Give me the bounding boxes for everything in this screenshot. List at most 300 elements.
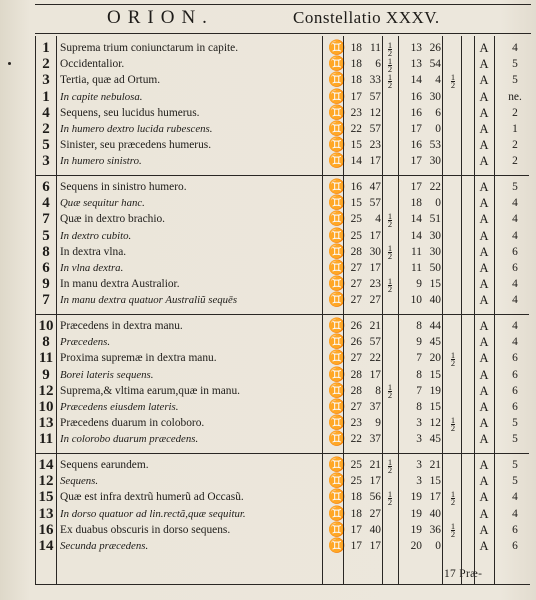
zodiac-sign-icon: ♊ (328, 383, 346, 399)
zodiac-sign-icon: ♊ (328, 196, 346, 212)
magnitude: 2 (512, 139, 518, 152)
zodiac-sign-icon: ♊ (328, 228, 346, 244)
longitude-degrees: 14 (350, 155, 362, 168)
longitude-degrees: 18 (350, 491, 362, 504)
latitude-degrees: 10 (410, 294, 422, 307)
star-description: Proxima supremæ in dextra manu. (60, 352, 217, 365)
magnitude: 4 (512, 507, 518, 520)
latitude-direction: A (479, 506, 489, 521)
latitude-minutes: 54 (429, 58, 441, 71)
longitude-degrees: 18 (350, 74, 362, 87)
longitude-minutes: 56 (369, 491, 381, 504)
latitude-direction: A (479, 474, 489, 489)
longitude-degrees: 27 (350, 278, 362, 291)
longitude-degrees: 26 (350, 320, 362, 332)
table-row (0, 334, 536, 351)
star-description: Præcedens in dextra manu. (60, 320, 183, 332)
magnitude: 5 (512, 459, 518, 471)
latitude-minutes: 19 (429, 384, 441, 397)
longitude-minutes: 47 (369, 181, 381, 193)
latitude-direction: A (479, 335, 489, 350)
latitude-minutes: 44 (429, 320, 441, 332)
zodiac-sign-icon: ♊ (328, 244, 346, 260)
magnitude: 4 (512, 491, 518, 504)
star-description: Borei lateris sequens. (60, 368, 154, 381)
zodiac-sign-icon: ♊ (328, 154, 346, 170)
longitude-minutes: 4 (375, 213, 381, 226)
longitude-degrees: 28 (350, 368, 362, 381)
star-description: In humero dextro lucida rubescens. (60, 123, 213, 135)
latitude-direction: A (479, 122, 489, 136)
zodiac-sign-icon: ♊ (328, 41, 346, 56)
zodiac-sign-icon: ♊ (328, 458, 346, 473)
longitude-minutes: 21 (369, 320, 381, 332)
star-number: 11 (38, 350, 54, 367)
star-description: In colorobo duarum præcedens. (60, 433, 199, 446)
latitude-direction: A (479, 400, 489, 414)
longitude-minutes: 40 (369, 523, 381, 536)
table-row (0, 72, 536, 89)
star-description: Quæ est infra dextrũ humerũ ad Occasũ. (60, 491, 244, 504)
longitude-minutes: 57 (369, 90, 381, 103)
star-description: In humero sinistro. (60, 155, 142, 168)
longitude-minutes: 57 (369, 197, 381, 210)
latitude-minutes: 51 (429, 213, 441, 226)
table-row (0, 489, 536, 506)
magnitude: 5 (512, 475, 518, 488)
latitude-minutes: 22 (429, 181, 441, 193)
zodiac-sign-icon: ♊ (328, 432, 346, 448)
zodiac-sign-icon: ♊ (328, 506, 346, 522)
longitude-minutes: 57 (369, 336, 381, 349)
magnitude: 2 (512, 155, 518, 168)
group-separator (35, 453, 529, 454)
magnitude: 4 (512, 278, 518, 291)
longitude-minutes: 23 (369, 278, 381, 291)
table-row (0, 350, 536, 367)
longitude-fraction: 1 2 (387, 39, 393, 58)
latitude-degrees: 20 (410, 540, 422, 552)
magnitude: 6 (512, 245, 518, 258)
star-description: Suprema trium coniunctarum in capite. (60, 42, 239, 54)
longitude-fraction: 1 2 (387, 382, 393, 401)
column-rule (322, 36, 323, 584)
latitude-degrees: 19 (410, 507, 422, 520)
table-row (0, 522, 536, 539)
latitude-direction: A (479, 244, 489, 259)
magnitude: 4 (512, 42, 518, 54)
longitude-minutes: 22 (369, 352, 381, 365)
latitude-degrees: 14 (410, 213, 422, 226)
zodiac-sign-icon: ♊ (328, 138, 346, 154)
latitude-direction: A (479, 57, 489, 72)
table-row (0, 506, 536, 523)
star-description: Suprema,& vltima earum,quæ in manu. (60, 384, 241, 397)
zodiac-sign-icon: ♊ (328, 89, 346, 105)
star-description: Occidentalior. (60, 58, 125, 71)
star-number: 13 (38, 415, 54, 432)
longitude-degrees: 17 (350, 540, 362, 552)
latitude-direction: A (479, 228, 489, 243)
magnitude: 6 (512, 540, 518, 552)
longitude-degrees: 25 (350, 459, 362, 471)
star-description: Præcedens duarum in coloboro. (60, 417, 205, 430)
table-row (0, 179, 536, 196)
zodiac-sign-icon: ♊ (328, 539, 346, 554)
zodiac-sign-icon: ♊ (328, 73, 346, 89)
latitude-minutes: 40 (429, 507, 441, 520)
star-description: Præcedens. (60, 336, 111, 349)
star-number: 6 (42, 179, 50, 195)
latitude-minutes: 15 (429, 401, 441, 413)
star-number: 12 (38, 473, 54, 490)
magnitude: 4 (512, 320, 518, 332)
longitude-fraction: 1 2 (387, 456, 393, 475)
star-number: 10 (38, 318, 54, 334)
latitude-direction: A (479, 490, 489, 505)
latitude-direction: A (479, 351, 489, 366)
latitude-minutes: 6 (435, 106, 441, 119)
star-number: 5 (42, 227, 50, 244)
latitude-minutes: 45 (429, 336, 441, 349)
magnitude: 5 (512, 433, 518, 446)
longitude-minutes: 17 (369, 155, 381, 168)
latitude-degrees: 3 (416, 433, 422, 446)
latitude-direction: A (479, 277, 489, 292)
star-number: 10 (38, 399, 54, 415)
star-number: 14 (38, 538, 54, 554)
zodiac-sign-icon: ♊ (328, 105, 346, 121)
star-description: Quæ in dextro brachio. (60, 213, 166, 226)
latitude-degrees: 8 (416, 320, 422, 332)
table-row (0, 276, 536, 293)
magnitude: 6 (512, 368, 518, 381)
star-number: 13 (38, 505, 54, 522)
longitude-degrees: 16 (350, 181, 362, 193)
longitude-minutes: 17 (369, 475, 381, 488)
star-description: Secunda præcedens. (60, 540, 149, 552)
latitude-degrees: 14 (410, 74, 422, 87)
star-description: Sequens. (60, 475, 99, 488)
longitude-minutes: 17 (369, 540, 381, 552)
constellation-title: ORION. (107, 7, 214, 28)
longitude-minutes: 17 (369, 262, 381, 274)
star-number: 7 (42, 211, 50, 228)
magnitude: 1 (512, 123, 518, 135)
latitude-fraction: 1 2 (450, 71, 456, 90)
zodiac-sign-icon: ♊ (328, 277, 346, 293)
magnitude: 6 (512, 401, 518, 413)
latitude-minutes: 30 (429, 229, 441, 242)
table-row (0, 244, 536, 261)
longitude-degrees: 23 (350, 106, 362, 119)
longitude-degrees: 25 (350, 213, 362, 226)
latitude-direction: A (479, 416, 489, 431)
longitude-fraction: 1 2 (387, 210, 393, 229)
latitude-direction: A (479, 212, 489, 227)
latitude-minutes: 12 (429, 417, 441, 430)
latitude-direction: A (479, 154, 489, 169)
longitude-minutes: 37 (369, 433, 381, 446)
zodiac-sign-icon: ♊ (328, 319, 346, 334)
zodiac-sign-icon: ♊ (328, 293, 346, 309)
latitude-direction: A (479, 105, 489, 120)
latitude-direction: A (479, 293, 489, 308)
longitude-minutes: 12 (369, 106, 381, 119)
latitude-minutes: 30 (429, 245, 441, 258)
table-row (0, 415, 536, 432)
latitude-degrees: 17 (410, 155, 422, 168)
longitude-fraction: 1 2 (387, 71, 393, 90)
star-number: 8 (42, 243, 50, 260)
star-description: In dextro cubito. (60, 229, 132, 242)
star-number: 9 (42, 276, 50, 293)
magnitude: 6 (512, 262, 518, 274)
latitude-degrees: 16 (410, 106, 422, 119)
latitude-degrees: 3 (416, 475, 422, 488)
latitude-degrees: 8 (416, 401, 422, 413)
latitude-direction: A (479, 138, 489, 153)
zodiac-sign-icon: ♊ (328, 57, 346, 73)
table-row (0, 318, 536, 335)
zodiac-sign-icon: ♊ (328, 490, 346, 506)
latitude-minutes: 30 (429, 155, 441, 168)
column-rule (56, 36, 57, 584)
latitude-degrees: 17 (410, 123, 422, 135)
latitude-minutes: 45 (429, 433, 441, 446)
table-row (0, 228, 536, 245)
latitude-degrees: 7 (416, 352, 422, 365)
longitude-minutes: 8 (375, 384, 381, 397)
zodiac-sign-icon: ♊ (328, 416, 346, 432)
magnitude: 4 (512, 294, 518, 307)
longitude-minutes: 11 (370, 42, 381, 54)
star-number: 15 (38, 489, 54, 506)
star-number: 9 (42, 366, 50, 383)
longitude-minutes: 6 (375, 58, 381, 71)
table-row (0, 383, 536, 400)
latitude-degrees: 16 (410, 139, 422, 152)
latitude-degrees: 3 (416, 417, 422, 430)
zodiac-sign-icon: ♊ (328, 212, 346, 228)
magnitude: 5 (512, 417, 518, 430)
latitude-degrees: 7 (416, 384, 422, 397)
magnitude: ne. (508, 90, 522, 103)
longitude-degrees: 27 (350, 294, 362, 307)
zodiac-sign-icon: ♊ (328, 261, 346, 276)
longitude-fraction: 1 2 (387, 243, 393, 262)
longitude-degrees: 28 (350, 245, 362, 258)
table-row (0, 292, 536, 309)
longitude-degrees: 17 (350, 523, 362, 536)
latitude-minutes: 15 (429, 475, 441, 488)
zodiac-sign-icon: ♊ (328, 351, 346, 367)
star-description: Sequens earundem. (60, 459, 149, 471)
zodiac-sign-icon: ♊ (328, 367, 346, 383)
latitude-direction: A (479, 41, 489, 55)
latitude-direction: A (479, 89, 489, 104)
magnitude: 4 (512, 336, 518, 349)
table-row (0, 473, 536, 490)
table-row (0, 211, 536, 228)
star-number: 1 (42, 40, 50, 56)
latitude-degrees: 13 (410, 58, 422, 71)
longitude-minutes: 21 (369, 459, 381, 471)
longitude-minutes: 57 (369, 123, 381, 135)
zodiac-sign-icon: ♊ (328, 335, 346, 351)
table-row (0, 121, 536, 138)
zodiac-sign-icon: ♊ (328, 400, 346, 415)
magnitude: 6 (512, 384, 518, 397)
star-number: 2 (42, 121, 50, 137)
longitude-degrees: 15 (350, 139, 362, 152)
latitude-minutes: 36 (429, 523, 441, 536)
magnitude: 6 (512, 352, 518, 365)
star-number: 1 (42, 88, 50, 105)
latitude-degrees: 19 (410, 523, 422, 536)
magnitude: 4 (512, 229, 518, 242)
latitude-direction: A (479, 458, 489, 472)
longitude-degrees: 25 (350, 229, 362, 242)
latitude-degrees: 13 (410, 42, 422, 54)
latitude-direction: A (479, 180, 489, 194)
zodiac-sign-icon: ♊ (328, 180, 346, 195)
longitude-minutes: 17 (369, 229, 381, 242)
latitude-minutes: 40 (429, 294, 441, 307)
column-rule (474, 36, 475, 584)
star-description: In dorso quatuor ad lin.rectã,quæ sequitur. (60, 507, 246, 520)
star-description: In capite nebulosa. (60, 90, 143, 103)
table-row (0, 89, 536, 106)
longitude-fraction: 1 2 (387, 55, 393, 74)
latitude-degrees: 11 (411, 245, 422, 258)
magnitude: 5 (512, 74, 518, 87)
latitude-minutes: 0 (435, 123, 441, 135)
table-row (0, 260, 536, 277)
latitude-degrees: 19 (410, 491, 422, 504)
longitude-degrees: 18 (350, 507, 362, 520)
latitude-direction: A (479, 261, 489, 275)
star-description: Ex duabus obscuris in dorso sequens. (60, 523, 231, 536)
longitude-minutes: 37 (369, 401, 381, 413)
table-row (0, 56, 536, 73)
table-row (0, 538, 536, 555)
latitude-fraction: 1 2 (450, 521, 456, 540)
latitude-minutes: 4 (435, 74, 441, 87)
star-number: 4 (42, 104, 50, 121)
star-number: 7 (42, 292, 50, 309)
star-number: 11 (38, 431, 54, 448)
magnitude: 5 (512, 58, 518, 71)
star-description: Sequens in sinistro humero. (60, 181, 187, 193)
table-row (0, 137, 536, 154)
latitude-direction: A (479, 73, 489, 88)
longitude-degrees: 22 (350, 433, 362, 446)
star-number: 8 (42, 334, 50, 351)
longitude-degrees: 18 (350, 58, 362, 71)
latitude-degrees: 8 (416, 368, 422, 381)
magnitude: 4 (512, 213, 518, 226)
longitude-minutes: 27 (369, 507, 381, 520)
latitude-degrees: 17 (410, 181, 422, 193)
table-row (0, 40, 536, 57)
table-row (0, 431, 536, 448)
latitude-minutes: 15 (429, 368, 441, 381)
constellation-subtitle: Constellatio XXXV. (293, 8, 440, 27)
latitude-minutes: 21 (429, 459, 441, 471)
table-row (0, 153, 536, 170)
column-rule (398, 36, 399, 584)
magnitude: 2 (512, 106, 518, 119)
latitude-minutes: 26 (429, 42, 441, 54)
longitude-degrees: 17 (350, 90, 362, 103)
latitude-direction: A (479, 539, 489, 553)
longitude-degrees: 27 (350, 401, 362, 413)
latitude-direction: A (479, 383, 489, 398)
longitude-degrees: 15 (350, 197, 362, 210)
latitude-degrees: 9 (416, 336, 422, 349)
table-row (0, 367, 536, 384)
longitude-degrees: 27 (350, 262, 362, 274)
longitude-degrees: 22 (350, 123, 362, 135)
latitude-minutes: 15 (429, 278, 441, 291)
star-number: 3 (42, 72, 50, 89)
zodiac-sign-icon: ♊ (328, 522, 346, 538)
latitude-direction: A (479, 367, 489, 382)
star-description: In vlna dextra. (60, 262, 124, 274)
longitude-degrees: 23 (350, 417, 362, 430)
catchword: 17 Præ- (444, 568, 483, 580)
latitude-minutes: 50 (429, 262, 441, 274)
star-description: Tertia, quæ ad Ortum. (60, 74, 161, 87)
latitude-degrees: 16 (410, 90, 422, 103)
table-header (35, 4, 531, 34)
latitude-fraction: 1 2 (450, 414, 456, 433)
longitude-degrees: 26 (350, 336, 362, 349)
star-number: 4 (42, 195, 50, 212)
star-description: Præcedens eiusdem lateris. (60, 401, 179, 413)
latitude-degrees: 11 (411, 262, 422, 274)
longitude-degrees: 25 (350, 475, 362, 488)
longitude-minutes: 9 (375, 417, 381, 430)
latitude-degrees: 3 (416, 459, 422, 471)
column-rule (494, 36, 495, 584)
latitude-direction: A (479, 196, 489, 211)
longitude-minutes: 27 (369, 294, 381, 307)
table-row (0, 457, 536, 474)
latitude-direction: A (479, 522, 489, 537)
latitude-degrees: 14 (410, 229, 422, 242)
star-number: 2 (42, 56, 50, 73)
column-rule (343, 36, 344, 584)
star-description: In manu dextra quatuor Australiũ sequēs (60, 294, 238, 307)
magnitude: 4 (512, 197, 518, 210)
star-number: 16 (38, 521, 54, 538)
longitude-minutes: 33 (369, 74, 381, 87)
latitude-direction: A (479, 432, 489, 447)
magnitude: 5 (512, 181, 518, 193)
longitude-fraction: 1 2 (387, 488, 393, 507)
star-description: In manu dextra Australior. (60, 278, 180, 291)
column-rule (461, 36, 462, 584)
longitude-degrees: 18 (350, 42, 362, 54)
latitude-direction: A (479, 319, 489, 333)
star-number: 14 (38, 457, 54, 473)
latitude-fraction: 1 2 (450, 349, 456, 368)
latitude-minutes: 0 (435, 197, 441, 210)
latitude-minutes: 53 (429, 139, 441, 152)
longitude-fraction: 1 2 (387, 275, 393, 294)
